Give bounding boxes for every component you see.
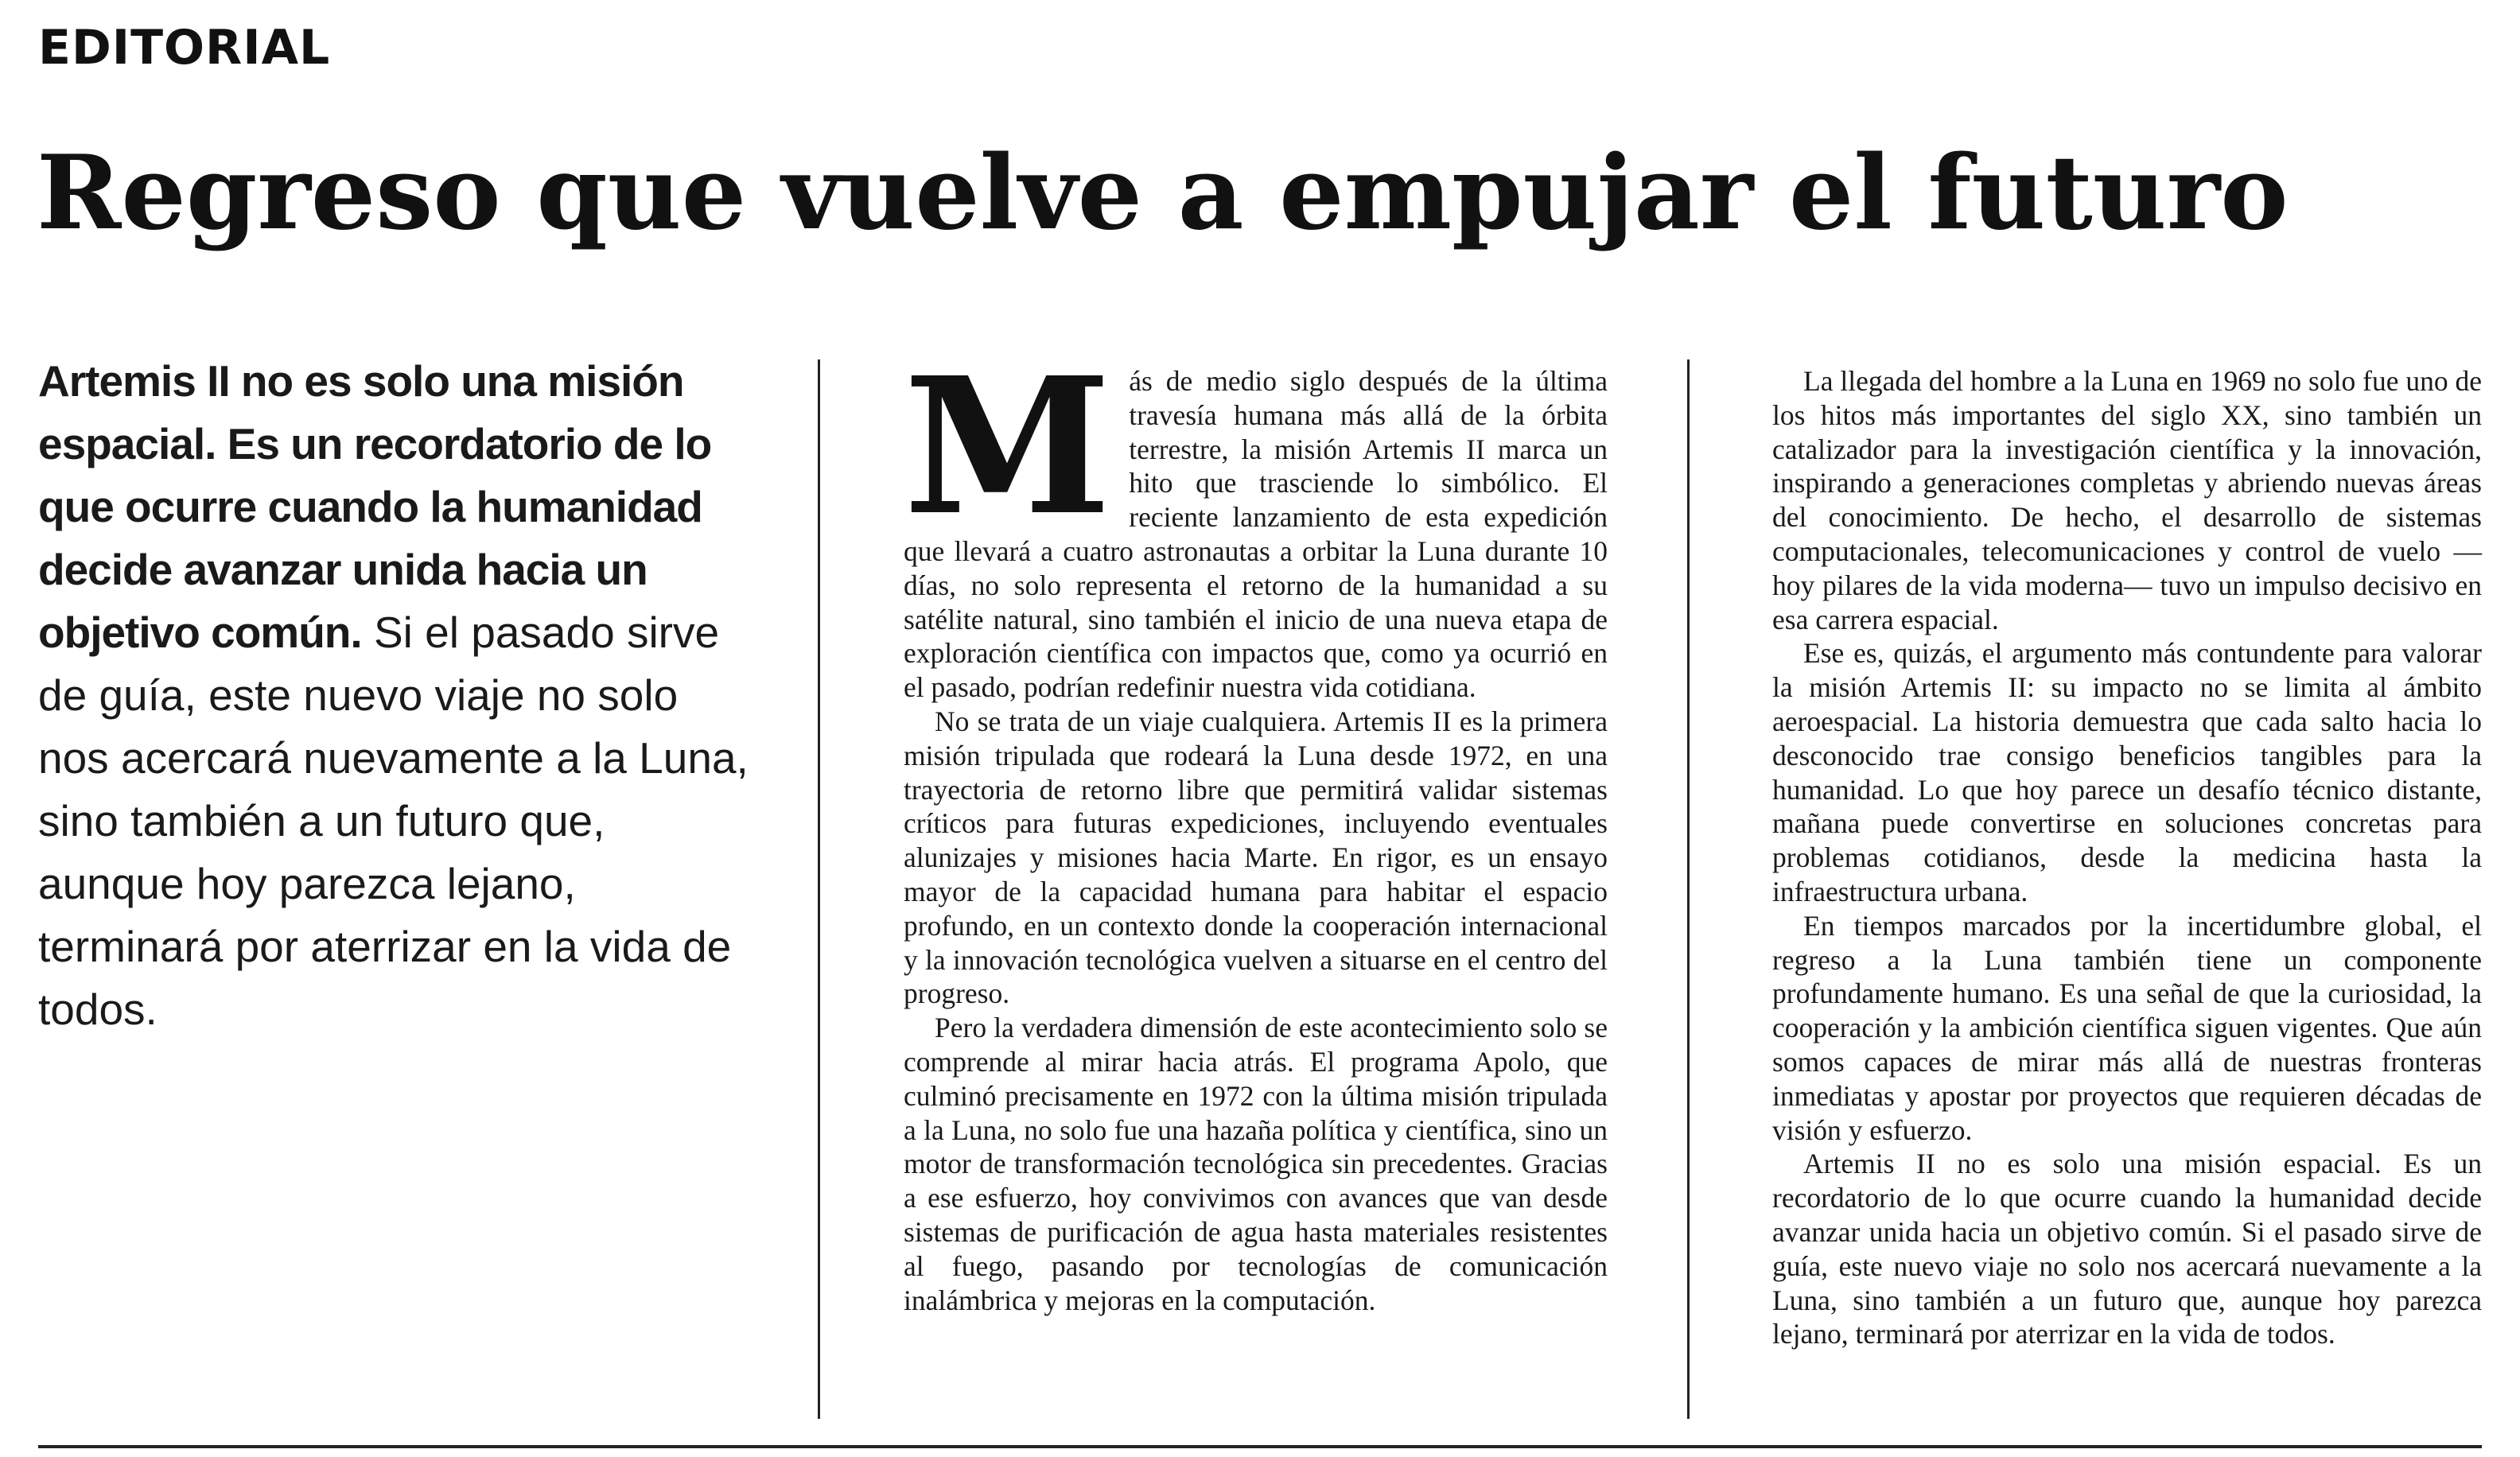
article-column-2 (904, 336, 1608, 1317)
section-label: EDITORIAL (38, 20, 331, 76)
bottom-rule (38, 1445, 2482, 1448)
paragraph: Artemis II no es solo una misión espacial. Es un recordatorio de lo que ocurre cuando la humanidad decide avanzar unida hacia un objetivo común. Si el pasado sirve de guía, este nuevo viaje no solo nos acercará nuevamente a la Luna, sino también a un futuro que, aunque hoy parezca lejano, terminará por aterrizar en la vida de todos. (1772, 1148, 2482, 1350)
paragraph: En tiempos marcados por la incertidumbre global, el regreso a la Luna también tiene un componente profundamente humano. Es una señal de que la curiosidad, la cooperación y la ambición científica siguen vigentes. Que aún somos capaces de mirar más allá de nuestras fronteras inmediatas y apostar por proyectos que requieren décadas de visión y esfuerzo. (1772, 909, 2482, 1146)
paragraph: La llegada del hombre a la Luna en 1969 no solo fue uno de los hitos más importantes del siglo XX, sino también un catalizador para la investigación científica y la innovación, inspirando a generaciones completas y abriendo nuevas áreas del conocimiento. De hecho, el desarrollo de sistemas computacionales, telecomunicaciones y control de vuelo —hoy pilares de la vida moderna— tuvo un impulso decisivo en esa carrera espacial. (1772, 365, 2482, 635)
headline: Regreso que vuelve a empujar el futuro (37, 134, 2289, 253)
paragraph: Pero la verdadera dimensión de este acontecimiento solo se comprende al mirar hacia atrás. El programa Apolo, que culminó precisamente en 1972 con la última misión tripulada a la Luna, no solo fue una hazaña política y científica, sino un motor de transformación tecnológica sin precedentes. Gracias a ese esfuerzo, hoy convivimos con avances que van desde sistemas de purificación de agua hasta materiales resistentes al fuego, pasando por tecnologías de comunicación inalámbrica y mejoras en la computación. (904, 1012, 1608, 1316)
paragraph (904, 336, 1608, 705)
lede-regular: Si el pasado sirve de guía, este nuevo viaje no solo nos acercará nuevamente a la Luna, sino también a un futuro que, aunque hoy parezca lejano, terminará por aterrizar en la vida de todos. (38, 608, 749, 1034)
paragraph: Ese es, quizás, el argumento más contundente para valorar la misión Artemis II: su impacto no se limita al ámbito aeroespacial. La historia demuestra que cada salto hacia lo desconocido trae consigo beneficios tangibles para la humanidad. Lo que hoy parece un desafío técnico distante, mañana puede convertirse en soluciones concretas para problemas cotidianos, desde la medicina hasta la infraestructura urbana. (1772, 637, 2482, 907)
paragraph-text: ás de medio siglo después de la última travesía humana más allá de la órbita terrestre, la misión Artemis II marca un hito que trasciende lo simbólico. El reciente lanzamiento de esta expedición que llevará a cuatro astronautas a orbitar la Luna durante 10 días, no solo representa el retorno de la humanidad a su satélite natural, sino también el inicio de una nueva etapa de exploración científica con impactos que, como ya ocurrió en el pasado, podrían redefinir nuestra vida cotidiana. (904, 365, 1608, 704)
paragraph: No se trata de un viaje cualquiera. Artemis II es la primera misión tripulada que rodeará la Luna desde 1972, en una trayectoria de retorno libre que permitirá validar sistemas críticos para futuras expediciones, incluyendo eventuales alunizajes y misiones hacia Marte. En rigor, es un ensayo mayor de la capacidad humana para habitar el espacio profundo, en un contexto donde la cooperación internacional y la innovación tecnológica vuelven a situarse en el centro del progreso. (904, 705, 1608, 1010)
column-divider-left (818, 359, 820, 1419)
lede (38, 350, 754, 1041)
lede-bold: Artemis II no es solo una misión espacial. Es un recordatorio de lo que ocurre cuando la humanidad decide avanzar unida hacia un objetivo común. (38, 356, 712, 657)
column-divider-right (1687, 359, 1690, 1419)
drop-cap: M (904, 336, 1112, 557)
article-column-3 (1772, 364, 2482, 1351)
